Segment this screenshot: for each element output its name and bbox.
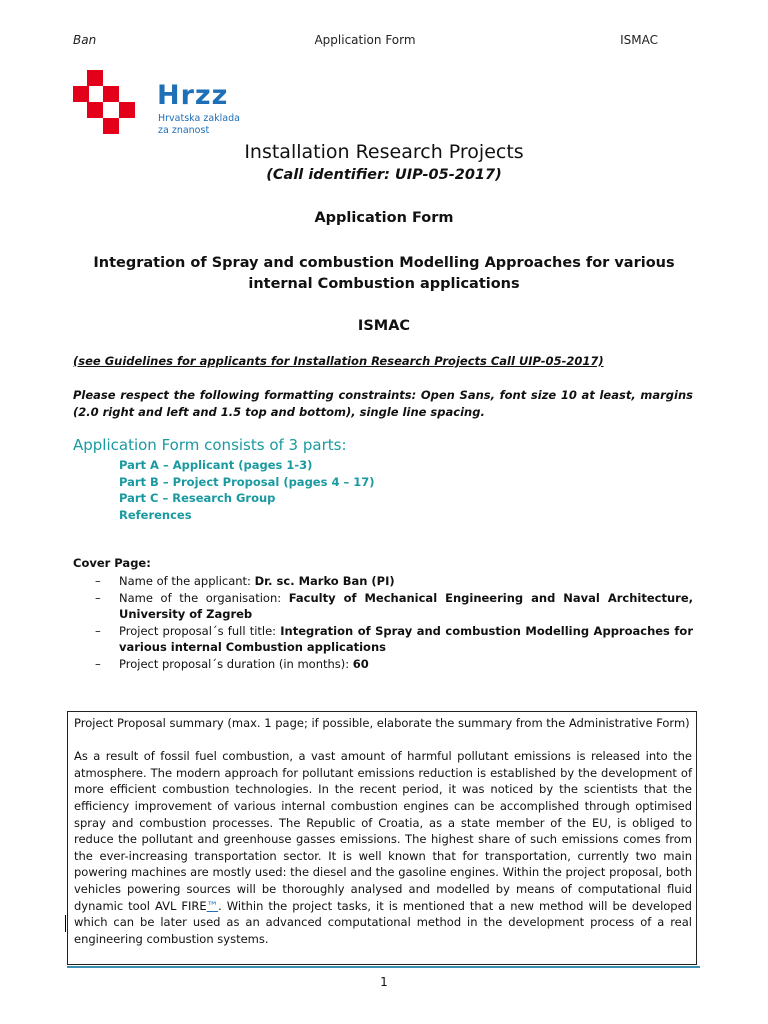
logo-subtitle: Hrvatska zaklada za znanost [158, 113, 240, 136]
applicant-value: Dr. sc. Marko Ban (PI) [254, 574, 395, 588]
duration-label: Project proposal´s duration (in months): [119, 656, 353, 671]
full-title-label: Project proposal´s full title: [119, 623, 281, 638]
part-b-label: Part B – Project Proposal (pages 4 – 17) [119, 474, 375, 489]
paragraph-gap [74, 732, 692, 749]
full-title-value: Integration of Spray and combustion Modelling Approaches for various internal Combustion applications [119, 623, 693, 655]
summary-heading: Project Proposal summary (max. 1 page; if possible, elaborate the summary from the Administrative Form) [74, 716, 690, 730]
trademark-link[interactable]: ™ [206, 898, 219, 913]
cover-heading: Cover Page: [73, 556, 151, 570]
applicant-label: Name of the applicant: [119, 574, 255, 588]
summary-body: As a result of fossil fuel combustion, a vast amount of harmful pollutant emissions is released into the atmosphere. The modern approach for pollutant emissions reduction is established by the development of more efficient combustion technologies. In the recent period, it was noticed by the scientists that the efficiency improvement of various internal combustion engines can be accomplished through optimised spray and combustion processes. The Republic of Croatia, as a state member of the EU, is obliged to reduce the pollutant and greenhouse gasses emissions. The highest share of such emissions comes from the ever-increasing transportation sector. It is well known that for transportation, currently two main powering machines are mostly used: the diesel and the gasoline engines. Within the project proposal, both vehicles powering sources will be thoroughly analysed and modelled by means of computational fluid dynamic tool AVL FIRE™. Within the project tasks, it is mentioned that a new method will be developed which can be later used as an advanced computational method in the development process of a real engineering combustion systems. [74, 749, 692, 946]
header-author: Ban [73, 33, 97, 47]
logo-wordmark: Hrzz [157, 80, 229, 111]
text-cursor [65, 915, 66, 932]
dash-bullet: – [95, 574, 101, 588]
list-item [73, 491, 673, 508]
list-item [73, 656, 693, 673]
summary-box[interactable] [67, 711, 697, 965]
references-label: References [119, 507, 192, 522]
project-title: Integration of Spray and combustion Modelling Approaches for various internal Combustion applications [93, 255, 675, 292]
header-title: Application Form [314, 33, 416, 47]
guidelines-link[interactable]: (see Guidelines for applicants for Installation Research Projects Call UIP-05-2017) [73, 354, 604, 368]
part-c-label: Part C – Research Group [119, 491, 276, 506]
list-item [73, 623, 693, 656]
formatting-constraints: Please respect the following formatting constraints: Open Sans, font size 10 at least, margins (2.0 right and left and 1.5 top and bottom), single line spacing. [73, 388, 693, 419]
organisation-value: Faculty of Mechanical Engineering and Naval Architecture, University of Zagreb [119, 590, 693, 622]
part-a-label: Part A – Applicant (pages 1-3) [119, 458, 313, 472]
header-acronym: ISMAC [620, 33, 658, 47]
call-identifier: (Call identifier: UIP-05-2017) [266, 167, 502, 183]
program-title: Installation Research Projects [244, 141, 524, 163]
section-divider [67, 966, 700, 968]
list-item [73, 573, 693, 590]
list-item [73, 508, 673, 525]
organisation-label: Name of the organisation: [119, 590, 289, 605]
duration-value: 60 [352, 656, 369, 671]
list-item [73, 590, 693, 623]
dash-bullet: – [95, 590, 101, 605]
list-item [73, 475, 673, 492]
page-number: 1 [380, 975, 388, 989]
project-acronym: ISMAC [357, 318, 411, 334]
cover-list [73, 573, 693, 673]
dash-bullet: – [95, 623, 101, 638]
list-item [73, 458, 673, 475]
parts-heading: Application Form consists of 3 parts: [73, 436, 347, 454]
dash-bullet: – [95, 656, 101, 671]
form-title: Application Form [314, 210, 454, 226]
parts-list [73, 458, 673, 524]
